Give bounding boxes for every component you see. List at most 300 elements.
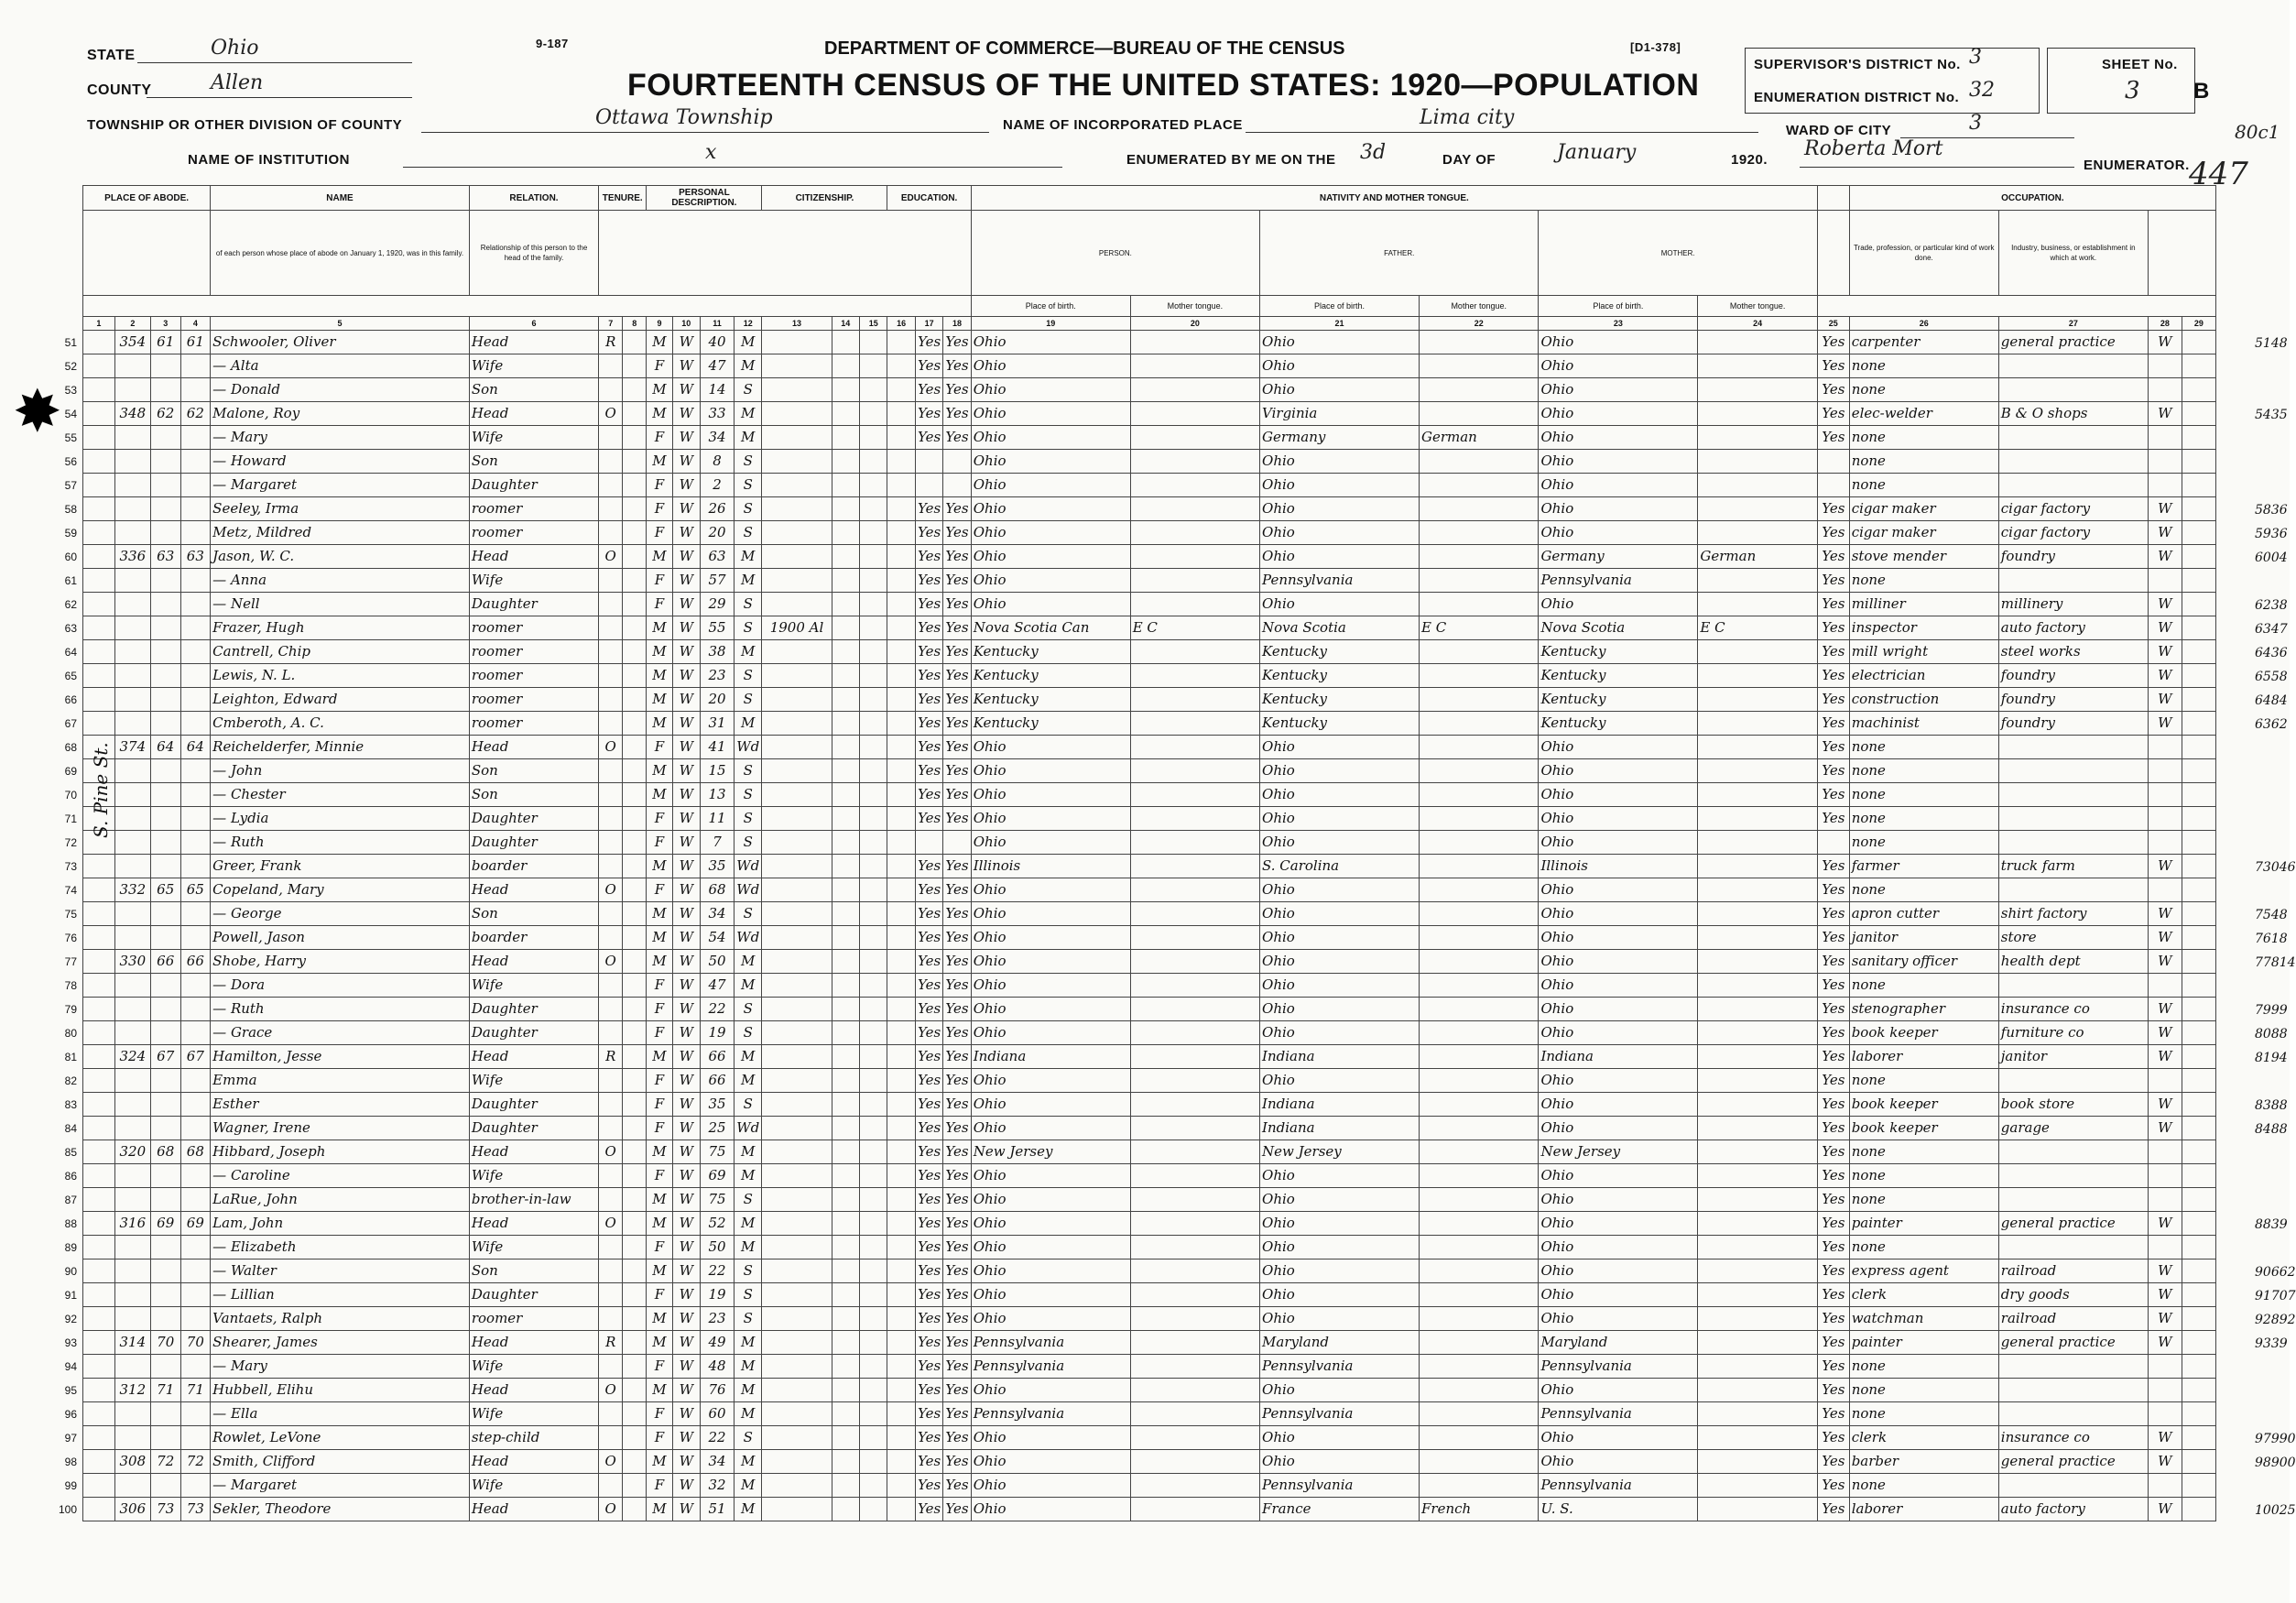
table-row xyxy=(83,902,2216,926)
cell-age: 57 xyxy=(701,569,735,593)
cell-tongue xyxy=(1130,664,1259,688)
cell-mt xyxy=(1698,807,1818,831)
right-margin-code: 7548 xyxy=(2255,907,2288,922)
cell-empty xyxy=(623,1307,647,1331)
cell-rel: Son xyxy=(469,378,598,402)
column-number: 26 xyxy=(1849,317,1998,331)
cell-house: 332 xyxy=(114,878,150,902)
cell-name: — Caroline xyxy=(211,1164,470,1188)
cell-write: Yes xyxy=(943,902,971,926)
mother-birthplace-head: Place of birth. xyxy=(1539,296,1698,317)
cell-read: Yes xyxy=(915,640,942,664)
cell-ms: M xyxy=(734,354,761,378)
cell-write xyxy=(943,474,971,497)
cell-sex: F xyxy=(647,878,672,902)
cell-empty xyxy=(832,688,859,712)
cell-imm xyxy=(762,1045,832,1069)
cell-empty xyxy=(859,759,887,783)
cell-tongue xyxy=(1130,902,1259,926)
cell-empty xyxy=(887,998,915,1021)
cell-empty xyxy=(859,1402,887,1426)
cell-empty xyxy=(2182,378,2215,402)
cell-ms: M xyxy=(734,1498,761,1521)
cell-fam xyxy=(180,474,211,497)
cell-race: W xyxy=(672,1260,700,1283)
cell-empty xyxy=(859,1212,887,1236)
cell-ms: M xyxy=(734,712,761,736)
cell-empty xyxy=(859,1450,887,1474)
cell-age: 23 xyxy=(701,1307,735,1331)
cell-read: Yes xyxy=(915,1164,942,1188)
cell-fbp: Ohio xyxy=(1260,593,1420,616)
cell-empty xyxy=(623,354,647,378)
cell-sex: F xyxy=(647,521,672,545)
cell-trade: none xyxy=(1849,1236,1998,1260)
form-code: [D1-378] xyxy=(1630,40,1681,54)
cell-read: Yes xyxy=(915,1331,942,1355)
cell-empty xyxy=(623,1140,647,1164)
cell-empty xyxy=(832,1283,859,1307)
cell-sex: F xyxy=(647,807,672,831)
cell-ten xyxy=(599,1188,623,1212)
right-margin-code: 5435 xyxy=(2255,407,2288,422)
cell-race: W xyxy=(672,640,700,664)
cell-ft xyxy=(1419,331,1538,354)
cell-ten: O xyxy=(599,402,623,426)
cell-street xyxy=(83,902,115,926)
cell-ft xyxy=(1419,1236,1538,1260)
cell-write: Yes xyxy=(943,950,971,974)
cell-bp: Ohio xyxy=(971,497,1130,521)
cell-dw: 62 xyxy=(150,402,180,426)
cell-eng: Yes xyxy=(1817,926,1849,950)
cell-street xyxy=(83,1283,115,1307)
cell-ft xyxy=(1419,1283,1538,1307)
cell-empty xyxy=(887,759,915,783)
cell-house: 336 xyxy=(114,545,150,569)
cell-house xyxy=(114,1283,150,1307)
cell-rel: Head xyxy=(469,1331,598,1355)
cell-empty xyxy=(832,474,859,497)
cell-mt xyxy=(1698,831,1818,855)
cell-eng: Yes xyxy=(1817,998,1849,1021)
cell-cls: W xyxy=(2148,664,2182,688)
cell-mt xyxy=(1698,1236,1818,1260)
cell-mbp: Ohio xyxy=(1539,497,1698,521)
cell-name: — Elizabeth xyxy=(211,1236,470,1260)
cell-imm xyxy=(762,1379,832,1402)
line-number: 58 xyxy=(64,502,77,516)
cell-mt xyxy=(1698,712,1818,736)
cell-empty xyxy=(832,926,859,950)
cell-ind xyxy=(1998,831,2148,855)
cell-empty xyxy=(832,426,859,450)
cell-eng: Yes xyxy=(1817,354,1849,378)
cell-write xyxy=(943,831,971,855)
cell-age: 41 xyxy=(701,736,735,759)
cell-cls xyxy=(2148,1188,2182,1212)
cell-empty xyxy=(887,950,915,974)
cell-race: W xyxy=(672,474,700,497)
column-number: 6 xyxy=(469,317,598,331)
cell-rel: Daughter xyxy=(469,593,598,616)
line-number: 97 xyxy=(64,1431,77,1445)
cell-write: Yes xyxy=(943,998,971,1021)
cell-read: Yes xyxy=(915,688,942,712)
cell-sex: M xyxy=(647,1498,672,1521)
cell-sex: M xyxy=(647,1140,672,1164)
cell-sex: F xyxy=(647,1117,672,1140)
cell-mbp: Ohio xyxy=(1539,831,1698,855)
cell-fbp: New Jersey xyxy=(1260,1140,1420,1164)
cell-dw xyxy=(150,1164,180,1188)
line-number: 69 xyxy=(64,764,77,778)
cell-ms: S xyxy=(734,902,761,926)
line-number: 82 xyxy=(64,1074,77,1087)
cell-dw xyxy=(150,1402,180,1426)
cell-empty xyxy=(623,1331,647,1355)
cell-rel: Daughter xyxy=(469,831,598,855)
cell-dw: 73 xyxy=(150,1498,180,1521)
right-margin-code: 90662 xyxy=(2255,1264,2296,1280)
cell-cls xyxy=(2148,759,2182,783)
cell-trade: inspector xyxy=(1849,616,1998,640)
cell-tongue xyxy=(1130,926,1259,950)
cell-trade: none xyxy=(1849,1069,1998,1093)
cell-empty xyxy=(859,1117,887,1140)
column-number: 12 xyxy=(734,317,761,331)
cell-ft xyxy=(1419,1355,1538,1379)
cell-empty xyxy=(887,1498,915,1521)
column-number: 25 xyxy=(1817,317,1849,331)
cell-empty xyxy=(2182,545,2215,569)
right-margin-code: 6004 xyxy=(2255,550,2288,565)
cell-fam xyxy=(180,1355,211,1379)
cell-trade: painter xyxy=(1849,1331,1998,1355)
township-line xyxy=(421,132,989,133)
cell-name: — George xyxy=(211,902,470,926)
cell-race: W xyxy=(672,878,700,902)
cell-fam xyxy=(180,640,211,664)
cell-ind: auto factory xyxy=(1998,616,2148,640)
cell-eng: Yes xyxy=(1817,593,1849,616)
cell-age: 47 xyxy=(701,974,735,998)
cell-bp: Ohio xyxy=(971,402,1130,426)
cell-trade: none xyxy=(1849,1355,1998,1379)
cell-ms: M xyxy=(734,974,761,998)
line-number: 63 xyxy=(64,621,77,635)
cell-ind xyxy=(1998,1355,2148,1379)
cell-fbp: Ohio xyxy=(1260,1307,1420,1331)
cell-name: — Walter xyxy=(211,1260,470,1283)
cell-empty xyxy=(2182,1140,2215,1164)
cell-mt xyxy=(1698,855,1818,878)
cell-eng: Yes xyxy=(1817,1212,1849,1236)
cell-write: Yes xyxy=(943,664,971,688)
cell-fam: 61 xyxy=(180,331,211,354)
cell-mbp: Ohio xyxy=(1539,450,1698,474)
cell-name: — Nell xyxy=(211,593,470,616)
cell-eng: Yes xyxy=(1817,1069,1849,1093)
right-margin-code: 8388 xyxy=(2255,1097,2288,1113)
cell-empty xyxy=(832,902,859,926)
cell-street xyxy=(83,1474,115,1498)
cell-ind: foundry xyxy=(1998,664,2148,688)
cell-sex: M xyxy=(647,902,672,926)
cell-eng: Yes xyxy=(1817,1260,1849,1283)
cell-empty xyxy=(623,474,647,497)
cell-age: 25 xyxy=(701,1117,735,1140)
cell-empty xyxy=(859,1355,887,1379)
cell-dw xyxy=(150,807,180,831)
cell-dw: 66 xyxy=(150,950,180,974)
enumerated-day: 3d xyxy=(1360,141,1387,164)
cell-house xyxy=(114,1474,150,1498)
cell-rel: boarder xyxy=(469,926,598,950)
cell-ft: German xyxy=(1419,426,1538,450)
cell-imm xyxy=(762,1355,832,1379)
cell-empty xyxy=(859,1426,887,1450)
cell-tongue xyxy=(1130,807,1259,831)
right-margin-code: 92892 xyxy=(2255,1312,2296,1327)
cell-mbp: Illinois xyxy=(1539,855,1698,878)
table-row xyxy=(83,783,2216,807)
cell-mbp: Ohio xyxy=(1539,878,1698,902)
cell-imm xyxy=(762,998,832,1021)
cell-empty xyxy=(832,1069,859,1093)
cell-ten xyxy=(599,1355,623,1379)
cell-fbp: Ohio xyxy=(1260,1426,1420,1450)
cell-empty xyxy=(859,1307,887,1331)
cell-sex: M xyxy=(647,712,672,736)
cell-ms: S xyxy=(734,1021,761,1045)
cell-write: Yes xyxy=(943,1498,971,1521)
cell-mt xyxy=(1698,902,1818,926)
cell-imm xyxy=(762,950,832,974)
enumerated-year: 1920. xyxy=(1731,152,1768,168)
table-row xyxy=(83,759,2216,783)
father-tongue-head: Mother tongue. xyxy=(1419,296,1538,317)
cell-eng: Yes xyxy=(1817,331,1849,354)
cell-read: Yes xyxy=(915,593,942,616)
cell-name: — Alta xyxy=(211,354,470,378)
cell-read: Yes xyxy=(915,736,942,759)
cell-house xyxy=(114,1117,150,1140)
cell-race: W xyxy=(672,759,700,783)
cell-sex: F xyxy=(647,1283,672,1307)
cell-race: W xyxy=(672,593,700,616)
right-margin-code: 9339 xyxy=(2255,1336,2288,1351)
cell-cls xyxy=(2148,354,2182,378)
cell-write: Yes xyxy=(943,545,971,569)
cell-tongue xyxy=(1130,402,1259,426)
cell-mt xyxy=(1698,1021,1818,1045)
cell-empty xyxy=(887,1379,915,1402)
cell-age: 49 xyxy=(701,1331,735,1355)
column-numbers xyxy=(83,317,2216,331)
cell-rel: Son xyxy=(469,1260,598,1283)
cell-sex: M xyxy=(647,664,672,688)
cell-ft xyxy=(1419,1474,1538,1498)
cell-eng: Yes xyxy=(1817,497,1849,521)
cell-tongue xyxy=(1130,545,1259,569)
cell-imm xyxy=(762,855,832,878)
cell-imm xyxy=(762,1093,832,1117)
cell-sex: F xyxy=(647,1355,672,1379)
cell-empty xyxy=(832,1474,859,1498)
cell-dw xyxy=(150,354,180,378)
cell-empty xyxy=(887,736,915,759)
cell-read: Yes xyxy=(915,807,942,831)
cell-fam xyxy=(180,354,211,378)
cell-ind: steel works xyxy=(1998,640,2148,664)
cell-fam xyxy=(180,926,211,950)
cell-street xyxy=(83,998,115,1021)
cell-ms: S xyxy=(734,1283,761,1307)
cell-dw: 71 xyxy=(150,1379,180,1402)
cell-rel: Wife xyxy=(469,354,598,378)
cell-empty xyxy=(2182,354,2215,378)
cell-write: Yes xyxy=(943,1021,971,1045)
cell-rel: roomer xyxy=(469,712,598,736)
cell-bp: Ohio xyxy=(971,593,1130,616)
cell-empty xyxy=(623,878,647,902)
cell-age: 22 xyxy=(701,1426,735,1450)
cell-empty xyxy=(859,1069,887,1093)
cell-ft xyxy=(1419,1331,1538,1355)
cell-sex: M xyxy=(647,1331,672,1355)
cell-empty xyxy=(859,593,887,616)
cell-dw xyxy=(150,474,180,497)
cell-mbp: Ohio xyxy=(1539,1021,1698,1045)
cell-empty xyxy=(2182,1498,2215,1521)
cell-imm xyxy=(762,545,832,569)
cell-trade: cigar maker xyxy=(1849,521,1998,545)
cell-house: 324 xyxy=(114,1045,150,1069)
cell-ms: M xyxy=(734,1236,761,1260)
cell-read xyxy=(915,474,942,497)
cell-empty xyxy=(859,783,887,807)
cell-eng: Yes xyxy=(1817,1307,1849,1331)
cell-fam xyxy=(180,1093,211,1117)
right-margin-code: 7999 xyxy=(2255,1002,2288,1018)
cell-imm xyxy=(762,783,832,807)
cell-eng: Yes xyxy=(1817,1331,1849,1355)
corner-note: 80c1 xyxy=(2235,121,2280,143)
right-margin-code: 6362 xyxy=(2255,716,2288,732)
cell-ten xyxy=(599,497,623,521)
line-number: 83 xyxy=(64,1097,77,1111)
cell-house xyxy=(114,1426,150,1450)
cell-ft xyxy=(1419,1021,1538,1045)
cell-ten xyxy=(599,1474,623,1498)
cell-ten xyxy=(599,664,623,688)
cell-ft xyxy=(1419,974,1538,998)
cell-read: Yes xyxy=(915,1093,942,1117)
cell-imm xyxy=(762,378,832,402)
cell-sex: F xyxy=(647,1069,672,1093)
cell-cls: W xyxy=(2148,1450,2182,1474)
cell-mt xyxy=(1698,1498,1818,1521)
cell-cls xyxy=(2148,1474,2182,1498)
cell-mt xyxy=(1698,1140,1818,1164)
form-number: 9-187 xyxy=(536,37,569,50)
cell-empty xyxy=(623,1450,647,1474)
cell-tongue xyxy=(1130,593,1259,616)
cell-bp: Ohio xyxy=(971,1260,1130,1283)
cell-house xyxy=(114,1188,150,1212)
cell-ms: M xyxy=(734,426,761,450)
cell-bp: Ohio xyxy=(971,974,1130,998)
table-row xyxy=(83,378,2216,402)
page-title: FOURTEENTH CENSUS OF THE UNITED STATES: 1920—POPULATION xyxy=(627,68,1700,103)
column-number: 11 xyxy=(701,317,735,331)
right-margin-code: 6558 xyxy=(2255,669,2288,684)
cell-mt xyxy=(1698,1307,1818,1331)
cell-bp: Ohio xyxy=(971,1379,1130,1402)
cell-cls xyxy=(2148,1355,2182,1379)
cell-street xyxy=(83,331,115,354)
cell-ind xyxy=(1998,1474,2148,1498)
cell-write: Yes xyxy=(943,1283,971,1307)
cell-age: 35 xyxy=(701,1093,735,1117)
cell-cls xyxy=(2148,378,2182,402)
cell-mt xyxy=(1698,736,1818,759)
cell-empty xyxy=(832,545,859,569)
cell-empty xyxy=(623,616,647,640)
cell-ten xyxy=(599,1069,623,1093)
cell-mbp: Pennsylvania xyxy=(1539,1355,1698,1379)
cell-age: 63 xyxy=(701,545,735,569)
cell-trade: apron cutter xyxy=(1849,902,1998,926)
cell-ms: S xyxy=(734,616,761,640)
cell-house xyxy=(114,474,150,497)
enumeration-value: 32 xyxy=(1969,79,1995,102)
cell-ms: M xyxy=(734,640,761,664)
cell-ten xyxy=(599,1093,623,1117)
cell-age: 32 xyxy=(701,1474,735,1498)
cell-name: Hubbell, Elihu xyxy=(211,1379,470,1402)
cell-rel: Daughter xyxy=(469,1093,598,1117)
cell-street xyxy=(83,1498,115,1521)
cell-empty xyxy=(887,593,915,616)
cell-ms: S xyxy=(734,378,761,402)
cell-name: — Lillian xyxy=(211,1283,470,1307)
cell-cls: W xyxy=(2148,855,2182,878)
cell-fbp: Ohio xyxy=(1260,1379,1420,1402)
right-margin-code: 8839 xyxy=(2255,1216,2288,1232)
cell-trade: none xyxy=(1849,1164,1998,1188)
cell-mt xyxy=(1698,640,1818,664)
cell-mbp: Ohio xyxy=(1539,736,1698,759)
cell-ten: R xyxy=(599,1331,623,1355)
cell-bp: Ohio xyxy=(971,450,1130,474)
cell-sex: F xyxy=(647,354,672,378)
cell-mbp: Ohio xyxy=(1539,926,1698,950)
cell-dw xyxy=(150,1236,180,1260)
cell-empty xyxy=(859,616,887,640)
cell-fam xyxy=(180,855,211,878)
cell-ten: R xyxy=(599,331,623,354)
cell-write: Yes xyxy=(943,736,971,759)
cell-empty xyxy=(2182,1426,2215,1450)
cell-ind: garage xyxy=(1998,1117,2148,1140)
cell-ft xyxy=(1419,1307,1538,1331)
cell-empty xyxy=(832,497,859,521)
cell-name: Hibbard, Joseph xyxy=(211,1140,470,1164)
cell-ten xyxy=(599,807,623,831)
cell-tongue xyxy=(1130,1212,1259,1236)
